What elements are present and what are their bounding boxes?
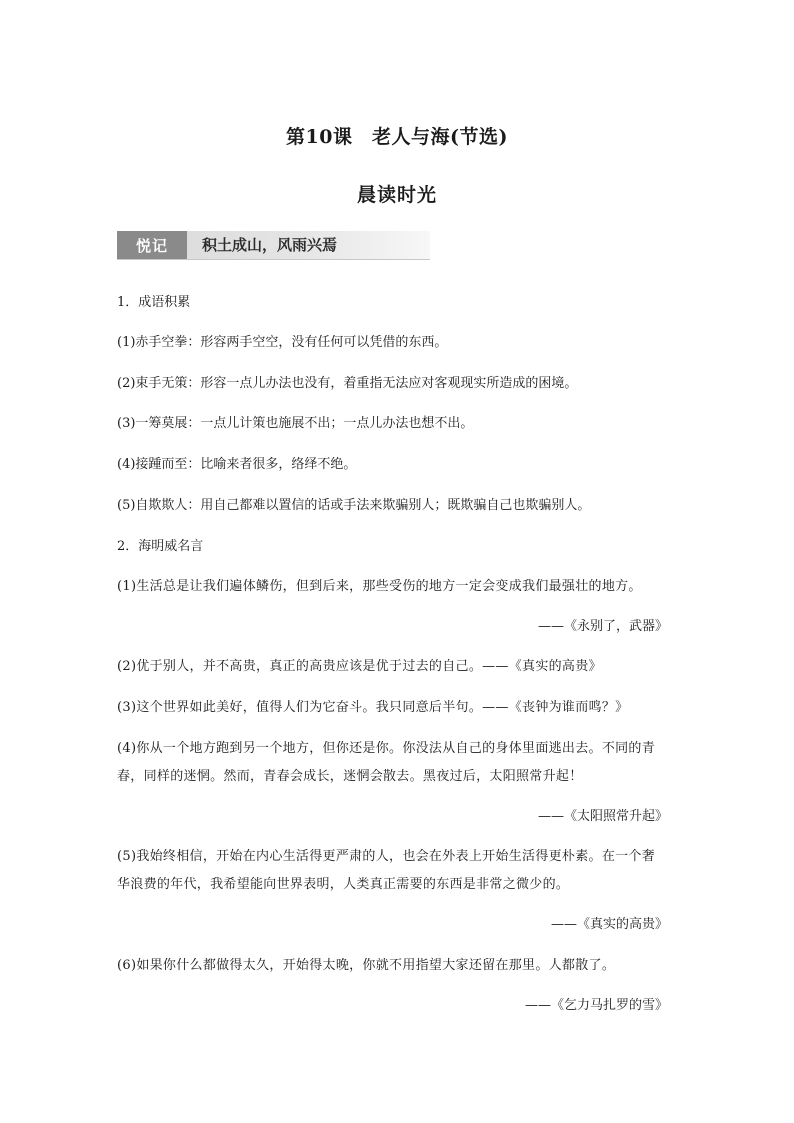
page-title: 第10课 老人与海(节选) xyxy=(286,126,508,148)
quote-text: (5)我始终相信，开始在内心生活得更严肃的人，也会在外表上开始生活得更朴素。在一个奢 xyxy=(117,849,656,864)
idiom-item: (1)赤手空拳：形容两手空空，没有任何可以凭借的东西。 xyxy=(117,335,448,350)
section-banner xyxy=(117,231,430,259)
quote-source: ——《乞力马扎罗的雪》 xyxy=(524,998,668,1013)
idiom-item: (4)接踵而至：比喻来者很多，络绎不绝。 xyxy=(117,457,357,472)
quote-source: ——《太阳照常升起》 xyxy=(537,809,668,824)
banner-tag: 悦记 xyxy=(117,231,187,259)
idiom-item: (3)一筹莫展：一点儿计策也施展不出；一点儿办法也想不出。 xyxy=(117,416,474,431)
quote-text: (1)生活总是让我们遍体鳞伤，但到后来，那些受伤的地方一定会变成我们最强壮的地方。 xyxy=(117,579,642,594)
quote-source: ——《永别了，武器》 xyxy=(537,619,668,634)
idiom-item: (2)束手无策：形容一点儿办法也没有，着重指无法应对客观现实所造成的困境。 xyxy=(117,376,578,391)
quote-text: 春，同样的迷惘。然而，青春会成长，迷惘会散去。黑夜过后，太阳照常升起！ xyxy=(117,769,583,784)
idiom-item: (5)自欺欺人：用自己都难以置信的话或手法来欺骗别人；既欺骗自己也欺骗别人。 xyxy=(117,498,591,513)
quotes-heading: 2．海明威名言 xyxy=(117,539,204,554)
quote-text: (3)这个世界如此美好，值得人们为它奋斗。我只同意后半句。——《丧钟为谁而鸣？》 xyxy=(117,700,629,715)
quote-text: (4)你从一个地方跑到另一个地方，但你还是你。你没法从自己的身体里面逃出去。不同的青 xyxy=(117,741,656,756)
quote-source: ——《真实的高贵》 xyxy=(550,917,668,932)
quote-text: (2)优于别人，并不高贵，真正的高贵应该是优于过去的自己。——《真实的高贵》 xyxy=(117,659,602,674)
quote-text: (6)如果你什么都做得太久，开始得太晚，你就不用指望大家还留在那里。人都散了。 xyxy=(117,958,616,973)
section-title: 晨读时光 xyxy=(356,184,437,206)
quote-text: 华浪费的年代，我希望能向世界表明，人类真正需要的东西是非常之微少的。 xyxy=(117,877,570,892)
banner-text: 积土成山，风雨兴焉 xyxy=(202,236,338,254)
idioms-heading: 1．成语积累 xyxy=(117,295,191,310)
